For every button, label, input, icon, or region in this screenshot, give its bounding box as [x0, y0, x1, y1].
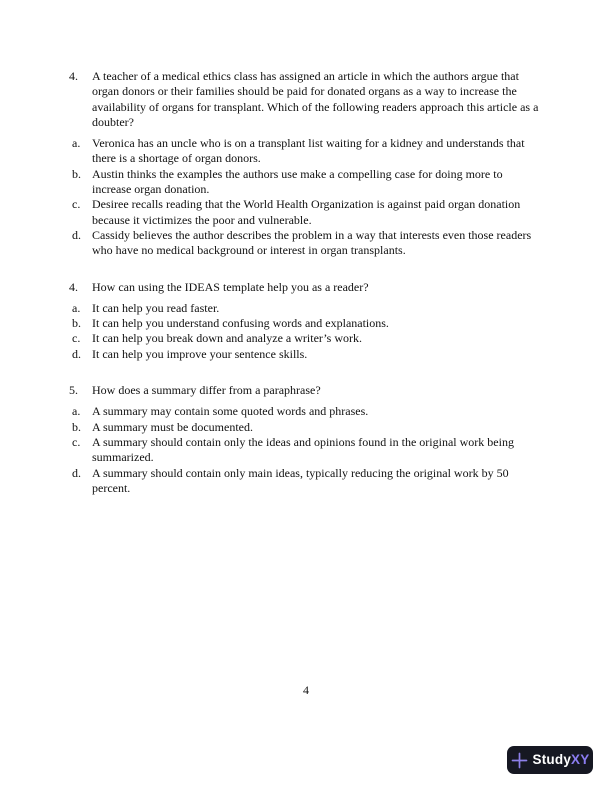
brand-name-accent: XY: [571, 752, 590, 768]
option-letter: a.: [72, 300, 81, 315]
option-item: [69, 347, 544, 362]
options-list: [69, 301, 544, 362]
question-number: 4.: [69, 69, 78, 83]
question-text: How does a summary differ from a paraphrase?: [92, 383, 321, 398]
option-letter: b.: [72, 166, 81, 181]
question-row: [69, 280, 544, 295]
option-letter: d.: [72, 227, 81, 242]
option-item: [69, 435, 544, 466]
option-text: Veronica has an uncle who is on a transplant list waiting for a kidney and understands that there is a shortage of organ donors.: [92, 136, 525, 166]
option-text: It can help you read faster.: [92, 300, 220, 315]
option-item: [69, 404, 544, 419]
plus-icon: [511, 752, 528, 769]
option-item: [69, 136, 544, 167]
option-letter: c.: [72, 197, 81, 212]
option-text: It can help you understand confusing words and explanations.: [92, 316, 389, 331]
question-number: 4.: [69, 279, 78, 294]
option-letter: a.: [72, 404, 81, 419]
option-item: [69, 167, 544, 198]
options-list: [69, 404, 544, 496]
option-letter: b.: [72, 316, 81, 331]
option-text: A summary may contain some quoted words and phrases.: [92, 404, 369, 419]
option-text: It can help you improve your sentence skills.: [92, 346, 308, 361]
option-text: A summary should contain only main ideas, typically reducing the original work by 50 percent.: [92, 465, 509, 495]
question-row: [69, 383, 544, 398]
question-block: [69, 69, 544, 259]
option-letter: d.: [72, 465, 81, 480]
brand-name-primary: Study: [532, 752, 572, 768]
option-text: A summary must be documented.: [92, 419, 253, 434]
option-letter: c.: [72, 434, 81, 449]
question-block: [69, 383, 544, 496]
question-number: 5.: [69, 383, 78, 398]
document-content: [69, 69, 544, 496]
option-letter: b.: [72, 419, 81, 434]
option-text: A summary should contain only the ideas and opinions found in the original work being summarized.: [92, 434, 514, 465]
option-text: It can help you break down and analyze a writer’s work.: [92, 331, 363, 346]
option-item: [69, 466, 544, 497]
option-item: [69, 301, 544, 316]
question-text: How can using the IDEAS template help you as a reader?: [92, 279, 369, 294]
option-item: [69, 331, 544, 346]
question-row: [69, 69, 544, 130]
brand-name: [533, 753, 590, 767]
option-item: [69, 420, 544, 435]
option-text: Cassidy believes the author describes the problem in a way that interests even those readers who have no medical background or interest in organ transplants.: [92, 227, 532, 258]
option-item: [69, 316, 544, 331]
option-item: [69, 228, 544, 259]
option-text: Desiree recalls reading that the World Health Organization is against paid organ donation because it victimizes the poor and vulnerable.: [92, 197, 521, 227]
option-item: [69, 197, 544, 228]
studyxy-logo-badge: [507, 746, 593, 774]
option-letter: d.: [72, 346, 81, 361]
page-number: 4: [303, 683, 309, 697]
option-text: Austin thinks the examples the authors use make a compelling case for doing more to increase organ donation.: [92, 166, 503, 197]
question-block: [69, 280, 544, 362]
option-letter: a.: [72, 136, 81, 151]
options-list: [69, 136, 544, 258]
question-text: A teacher of a medical ethics class has assigned an article in which the authors argue that organ donors or their families should be paid for donated organs as a way to increase the availability of organs for transplant. Which of the following readers approach this article as a doubter?: [92, 69, 539, 129]
option-letter: c.: [72, 331, 81, 346]
